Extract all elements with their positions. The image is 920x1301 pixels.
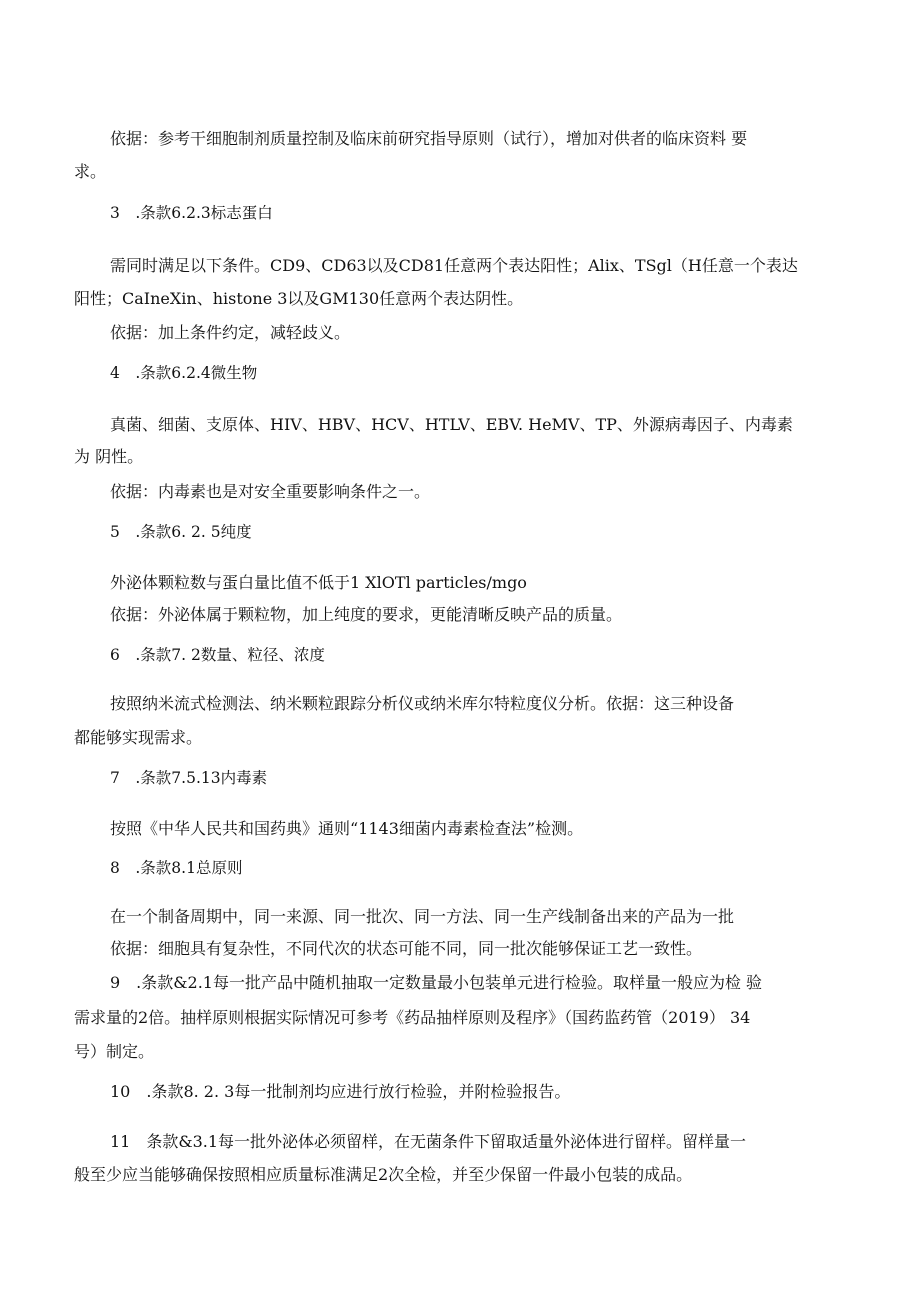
text-line: 依据：参考干细胞制剂质量控制及临床前研究指导原则（试行），增加对供者的临床资料 要 [110, 129, 748, 148]
section-heading: 6 .条款7. 2数量、粒径、浓度 [110, 646, 325, 664]
section-heading: 5 .条款6. 2. 5纯度 [110, 523, 252, 541]
section-heading: 4 .条款6.2.4微生物 [110, 364, 258, 382]
section-heading: 3 .条款6.2.3标志蛋白 [110, 204, 273, 222]
text-line: 11 条款&3.1每一批外泌体必须留样，在无菌条件下留取适量外泌体进行留样。留样量一 [110, 1132, 747, 1151]
text-line: 依据：外泌体属于颗粒物，加上纯度的要求，更能清晰反映产品的质量。 [110, 605, 623, 624]
text-line: 需同时满足以下条件。CD9、CD63以及CD81任意两个表达阳性；Alix、TSgl（H任意一个表达 [110, 256, 798, 275]
text-line: 在一个制备周期中，同一来源、同一批次、同一方法、同一生产线制备出来的产品为一批 [110, 907, 735, 926]
text-line: 依据：细胞具有复杂性，不同代次的状态可能不同，同一批次能够保证工艺一致性。 [110, 939, 703, 958]
text-line: 外泌体颗粒数与蛋白量比值不低于1 XlOTl particles/mgo [110, 573, 527, 592]
text-line: 阳性；CaIneXin、histone 3以及GM130任意两个表达阴性。 [74, 289, 524, 308]
text-line: 号）制定。 [74, 1042, 155, 1061]
section-heading: 7 .条款7.5.13内毒素 [110, 769, 268, 787]
text-line: 10 .条款8. 2. 3每一批制剂均应进行放行检验，并附检验报告。 [110, 1082, 571, 1101]
text-line: 依据：内毒素也是对安全重要影响条件之一。 [110, 482, 431, 501]
text-line: 为 阴性。 [74, 447, 144, 466]
text-line: 真菌、细菌、支原体、HIV、HBV、HCV、HTLV、EBV. HeMV、TP、外源病毒因子、内毒素 [110, 415, 793, 434]
text-line: 都能够实现需求。 [74, 728, 203, 747]
text-line: 求。 [74, 162, 107, 181]
text-line: 9 .条款&2.1每一批产品中随机抽取一定数量最小包装单元进行检验。取样量一般应为检 验 [110, 973, 763, 992]
text-line: 按照《中华人民共和国药典》通则“1143细菌内毒素检查法”检测。 [110, 819, 584, 838]
text-line: 般至少应当能够确保按照相应质量标准满足2次全检，并至少保留一件最小包装的成品。 [74, 1165, 693, 1184]
text-line: 按照纳米流式检测法、纳米颗粒跟踪分析仪或纳米库尔特粒度仪分析。依据：这三种设备 [110, 694, 735, 713]
text-line: 需求量的2倍。抽样原则根据实际情况可参考《药品抽样原则及程序》（国药监药管（2019） 34 [74, 1008, 751, 1027]
section-heading: 8 .条款8.1总原则 [110, 859, 243, 877]
text-line: 依据：加上条件约定，减轻歧义。 [110, 323, 351, 342]
